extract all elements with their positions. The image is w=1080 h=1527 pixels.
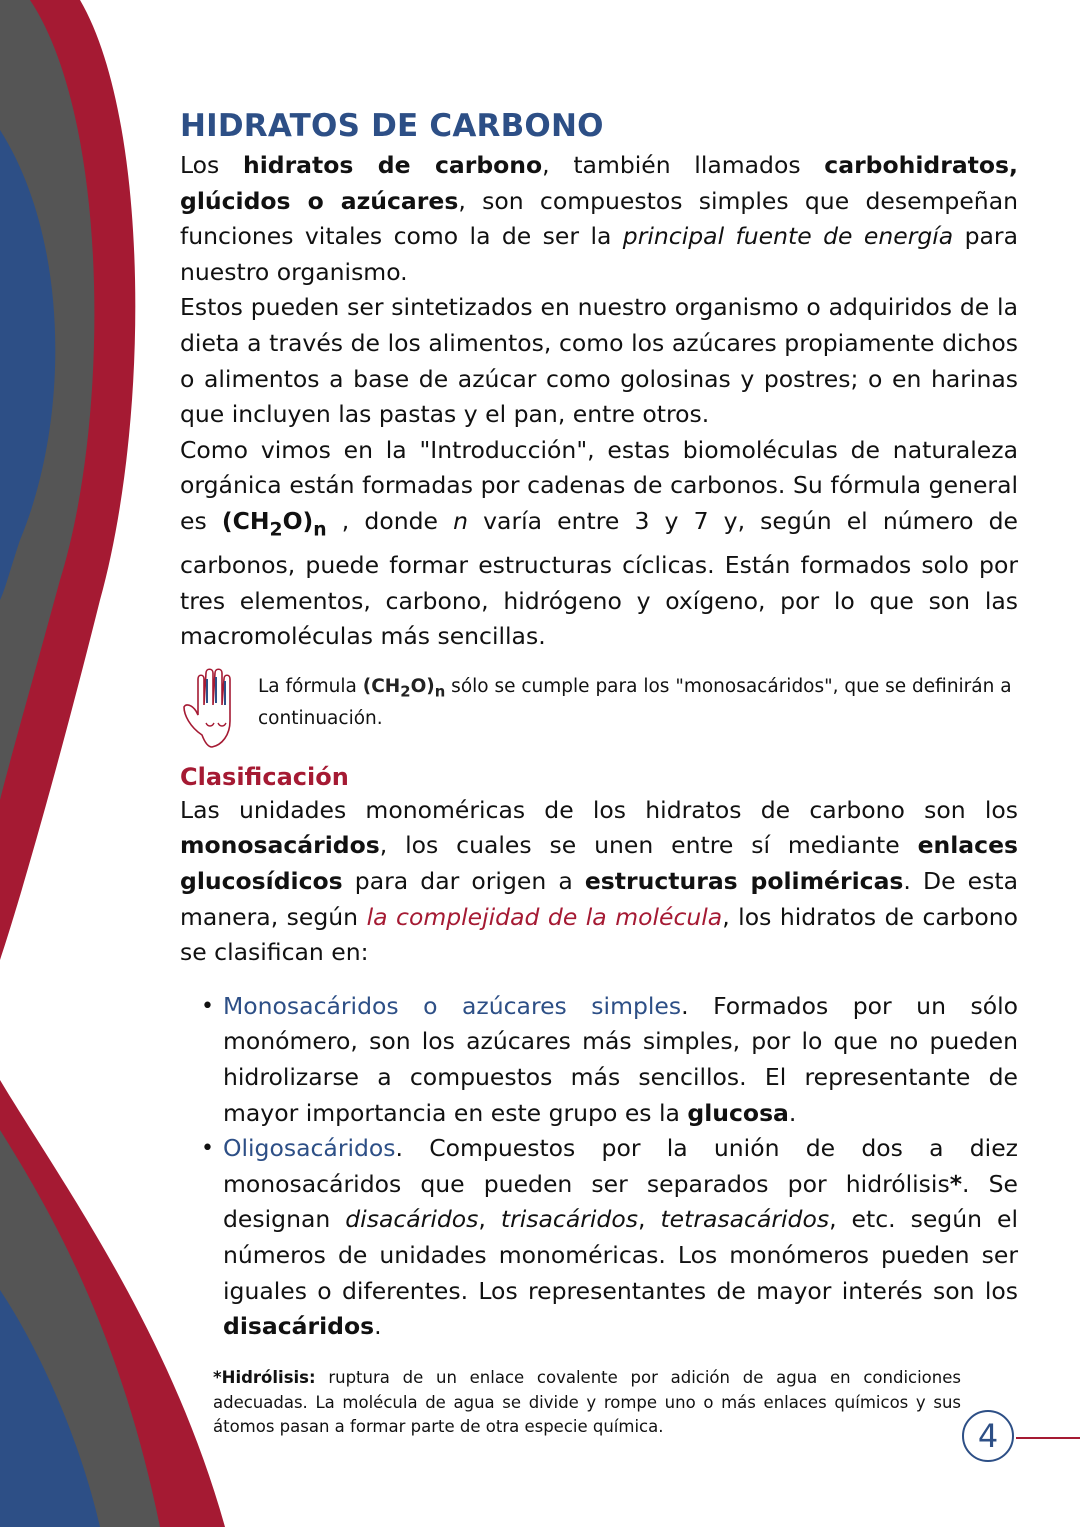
list-item-monosacaridos: • Monosacáridos o azúcares simples. Formados por un sólo monómero, son los azúcares más simples, por lo que no pueden hidrolizarse a compuestos más sencillos. El representante de mayor importancia en este grupo es la glucosa. (201, 991, 1018, 1127)
note-formula: $(CH_2O)_n$ (362, 675, 446, 701)
page-title: HIDRATOS DE CARBONO (180, 108, 604, 144)
intro-text (180, 148, 1018, 655)
page-number-line (1016, 1437, 1080, 1439)
intro-paragraph-1: Los hidratos de carbono, también llamados carbohidratos, glúcidos o azúcares, son compuestos simples que desempeñan funciones vitales como la de ser la principal fuente de energía para nuestro organismo. (180, 151, 1018, 286)
list-item-oligosacaridos: • Oligosacáridos. Compuestos por la unión de dos a diez monosacáridos que pueden ser separados por hidrólisis*. Se designan disacáridos, trisacáridos, tetrasacáridos, etc. según el números de unidades monoméricas. Los monómeros pueden ser iguales o diferentes. Los representantes de mayor interés son los disacáridos. (201, 1134, 1018, 1341)
main-content (180, 108, 1018, 1345)
hand-icon (180, 665, 248, 751)
intro-paragraph-3: Como vimos en la "Introducción", estas biomoléculas de naturaleza orgánica están formadas por cadenas de carbonos. Su fórmula general es $(CH_2O)_n$ , donde n varía entre 3 y 7 y, según el número de carbonos, puede formar estructuras cíclicas. Están formados solo por tres elementos, carbono, hidrógeno y oxígeno, por lo que son las macromoléculas más sencillas. (180, 435, 1019, 651)
page-number: 4 (962, 1410, 1014, 1462)
intro-paragraph-2: Estos pueden ser sintetizados en nuestro organismo o adquiridos de la dieta a través de los alimentos, como los azúcares propiamente dichos o alimentos a base de azúcar como golosinas y postres; o en harinas que incluyen las pastas y el pan, entre otros. (180, 293, 1018, 429)
general-formula: $(CH_2O)_n$ (221, 506, 327, 541)
clasificacion-paragraph: Las unidades monoméricas de los hidratos de carbono son los monosacáridos, los cuales se unen entre sí mediante enlaces glucosídicos para dar origen a estructuras poliméricas. De esta manera, según la complejidad de la molécula, los hidratos de carbono se clasifican en: (180, 795, 1018, 967)
formula-note (180, 665, 1018, 751)
footnote: *Hidrólisis: ruptura de un enlace covalente por adición de agua en condiciones adecuadas. La molécula de agua se divide y rompe uno o más enlaces químicos y sus átomos pasan a formar parte de otra especie química. (213, 1368, 961, 1436)
section-heading-clasificacion: Clasificación (180, 762, 349, 791)
classification-list (180, 989, 1018, 1345)
note-text: La fórmula $(CH_2O)_n$ sólo se cumple para los "monosacáridos", que se definirán a continuación. (258, 675, 1012, 730)
